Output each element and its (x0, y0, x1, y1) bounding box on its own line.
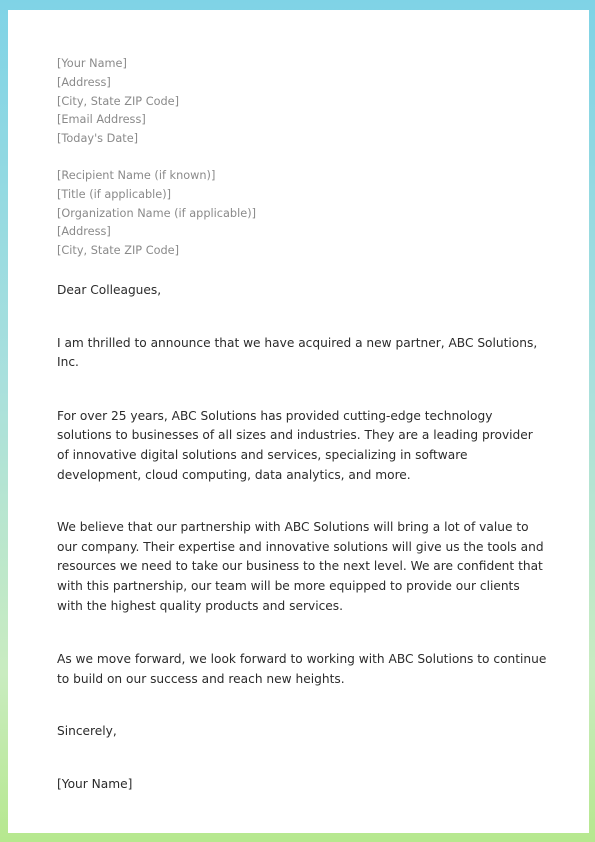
recipient-title: [Title (if applicable)] (57, 187, 172, 201)
closing: Sincerely, (57, 724, 117, 739)
paragraph-announcement: I am thrilled to announce that we have acquired a new partner, ABC Solutions, Inc. (57, 335, 538, 370)
recipient-block (57, 167, 547, 261)
letter-content (57, 55, 547, 794)
recipient-city-state-zip: [City, State ZIP Code] (57, 244, 180, 258)
sender-city-state-zip: [City, State ZIP Code] (57, 94, 180, 108)
sender-address: [Address] (57, 75, 111, 89)
paragraph-moving-forward: As we move forward, we look forward to working with ABC Solutions to continue to build on our success and reach new heights. (57, 652, 547, 686)
sender-block (57, 55, 547, 149)
signature-name: [Your Name] (57, 776, 133, 791)
recipient-name: [Recipient Name (if known)] (57, 168, 216, 182)
letter-page (8, 10, 589, 833)
sender-name: [Your Name] (57, 57, 127, 70)
sender-email: [Email Address] (57, 113, 146, 127)
salutation: Dear Colleagues, (57, 282, 162, 297)
sender-date: [Today's Date] (57, 132, 139, 146)
recipient-organization: [Organization Name (if applicable)] (57, 206, 257, 220)
paragraph-company-background: For over 25 years, ABC Solutions has provided cutting-edge technology solutions to businesses of all sizes and industries. They are a leading provider of innovative digital solutions and services, specializing in software development, cloud computing, data analytics, and more. (57, 408, 533, 482)
paragraph-partnership-value: We believe that our partnership with ABC Solutions will bring a lot of value to our company. Their expertise and innovative solutions will give us the tools and resources we need to take our business to the next level. We are confident that with this partnership, our team will be more equipped to provide our clients with the highest quality products and services. (57, 520, 544, 613)
recipient-address: [Address] (57, 225, 111, 239)
